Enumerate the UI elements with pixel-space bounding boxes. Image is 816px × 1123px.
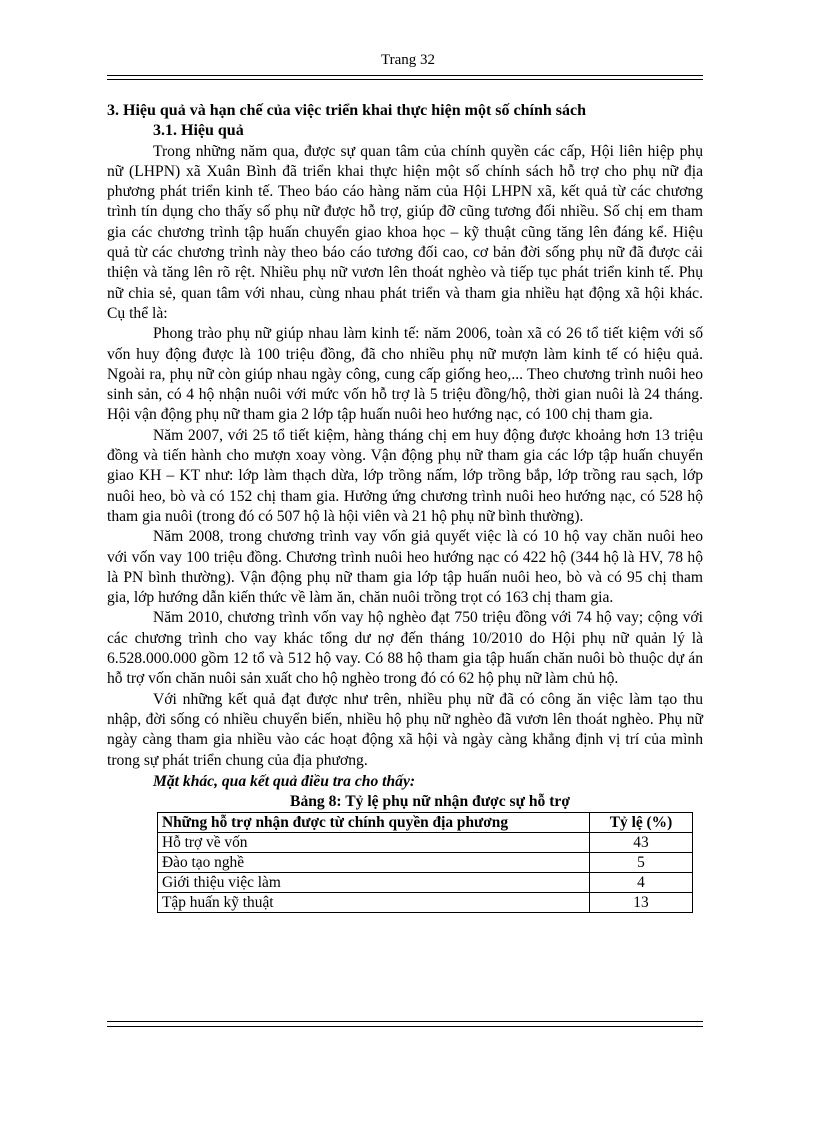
paragraph: Trong những năm qua, được sự quan tâm của chính quyền các cấp, Hội liên hiệp phụ nữ (LHPN) xã Xuân Bình đã triển khai thực hiện một số chính sách hỗ trợ cho phụ nữ địa phương phát triển kinh tế. Theo báo cáo hàng năm của Hội LHPN xã, kết quả từ các chương trình tín dụng cho thấy số phụ nữ được hỗ trợ, giúp đỡ cũng tương đối nhiều. Số chị em tham gia các chương trình tập huấn chuyển giao khoa học – kỹ thuật cũng tăng lên đáng kể. Hiệu quả từ các chương trình này theo báo cáo tương đối cao, cơ bản đời sống phụ nữ đã được cải thiện và tăng lên rõ rệt. Nhiều phụ nữ vươn lên thoát nghèo và tiếp tục phát triển kinh tế. Phụ nữ chia sẻ, quan tâm với nhau, cùng nhau phát triển và tham gia nhiều hạt động xã hội khác. Cụ thể là: [107,142,703,322]
page-content [107,101,703,913]
footer-rule-top [107,1021,703,1022]
table-cell-support: Tập huấn kỹ thuật [158,893,590,913]
table-cell-support: Hỗ trợ về vốn [158,833,590,853]
column-header-ratio: Tỷ lệ (%) [590,813,693,833]
support-ratio-table [157,812,693,913]
header-rule-bottom [107,79,703,80]
paragraph: Năm 2010, chương trình vốn vay hộ nghèo đạt 750 triệu đồng với 74 hộ vay; cộng với các chương trình cho vay khác tổng dư nợ đến tháng 10/2010 do Hội phụ nữ quản lý là 6.528.000.000 gồm 12 tổ và 512 hộ vay. Có 88 hộ tham gia tập huấn chăn nuôi bò thuộc dự án hỗ trợ vốn chăn nuôi sản xuất cho hộ nghèo trong đó có 62 hộ phụ nữ làm chủ hộ. [107,609,703,688]
table-row [158,893,693,913]
column-header-support: Những hỗ trợ nhận được từ chính quyền địa phương [158,813,590,833]
table-cell-ratio: 13 [590,893,693,913]
subsection-heading: 3.1. Hiệu quả [153,122,244,140]
section-heading: 3. Hiệu quả và hạn chế của việc triển khai thực hiện một số chính sách [107,102,586,119]
table-row [158,853,693,873]
paragraph: Năm 2007, với 25 tổ tiết kiệm, hàng tháng chị em huy động được khoảng hơn 13 triệu đồng và tiến hành cho mượn xoay vòng. Vận động phụ nữ tham gia các lớp tập huấn chuyển giao KH – KT như: lớp làm thạch dừa, lớp trồng nấm, lớp trồng bắp, lớp trồng rau sạch, lớp nuôi heo, bò và có 152 chị tham gia. Hưởng ứng chương trình nuôi heo hướng nạc, có 528 hộ tham gia nuôi (trong đó có 507 hộ là hội viên và 21 hộ phụ nữ bình thường). [107,426,703,525]
table-row [158,833,693,853]
table-cell-support: Đào tạo nghề [158,853,590,873]
paragraph: Phong trào phụ nữ giúp nhau làm kinh tế: năm 2006, toàn xã có 26 tổ tiết kiệm với số vốn huy động được là 100 triệu đồng, đã cho nhiều phụ nữ mượn làm kinh tế có hiệu quả. Ngoài ra, phụ nữ còn giúp nhau ngày công, cung cấp giống heo,... Theo chương trình nuôi heo sinh sản, có 4 hộ nhận nuôi với mức vốn hỗ trợ là 5 triệu đồng/hộ, thời gian nuôi là 24 tháng. Hội vận động phụ nữ tham gia 2 lớp tập huấn nuôi heo hướng nạc, có 100 chị tham gia. [107,325,703,424]
table-cell-ratio: 43 [590,833,693,853]
table-lead-in: Mặt khác, qua kết quả điều tra cho thấy: [153,772,416,790]
table-cell-ratio: 5 [590,853,693,873]
paragraph: Với những kết quả đạt được như trên, nhiều phụ nữ đã có công ăn việc làm tạo thu nhập, đời sống có nhiều chuyển biến, nhiều hộ phụ nữ nghèo đã vươn lên thoát nghèo. Phụ nữ ngày càng tham gia nhiều vào các hoạt động xã hội và ngày càng khẳng định vị trí của mình trong sự phát triển chung của địa phương. [107,690,703,769]
table-row [158,873,693,893]
footer-rule-bottom [107,1026,703,1027]
table-caption: Bảng 8: Tỷ lệ phụ nữ nhận được sự hỗ trợ [290,793,570,811]
page-header: Trang 32 [380,52,436,68]
paragraph: Năm 2008, trong chương trình vay vốn giả quyết việc là có 10 hộ vay chăn nuôi heo với vốn vay 100 triệu đồng. Chương trình nuôi heo hướng nạc có 422 hộ (344 hộ là HV, 78 hộ là PN bình thường). Vận động phụ nữ tham gia lớp tập huấn nuôi heo, bò và có 95 chị tham gia, lớp hướng dẫn kiến thức về làm ăn, chăn nuôi trồng trọt có 163 chị tham gia. [107,528,703,607]
table-cell-support: Giới thiệu việc làm [158,873,590,893]
table-header-row [158,813,693,833]
table-cell-ratio: 4 [590,873,693,893]
header-rule-top [107,75,703,76]
